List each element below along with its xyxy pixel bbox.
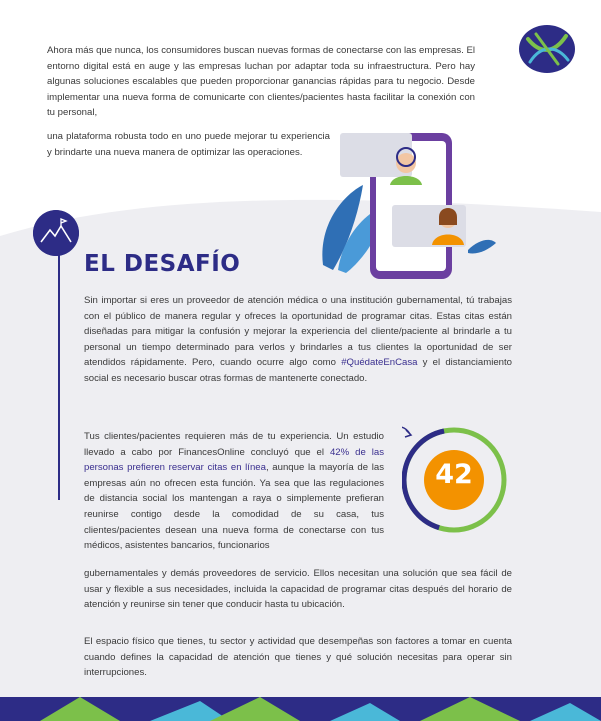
p2-text-before: Tus clientes/pacientes requieren más de tu experiencia. Un estudio llevado a cabo por FinancesOnline concluyó que el <box>84 431 384 458</box>
challenge-paragraph-3 <box>84 566 512 613</box>
p1-text-before: Sin importar si eres un proveedor de atención médica o una institución gubernamental, tú trabajas con el público de manera regular y ofreces la oportunidad de programar citas. Estas citas están diseñadas para mitigar la confusión y mejorar la experiencia del cliente/paciente al brindarle a tu personal un tiempo determinado para verlos y brindarles a tus clientes la oportunidad de ser atendidos rápidamente. Pero, cuando ocurre algo como <box>84 295 512 369</box>
p2-text-after: , aunque la mayoría de las empresas aún no ofrecen esta función. Ya sea que las regulaciones de distancia social los mantengan a raya o simplemente prefieran reunirse contigo desde la comodidad de su casa, tus clientes/pacientes desean una nueva forma de conectarse con tus médicos, asistentes bancarios, funcionarios <box>84 462 384 552</box>
phone-illustration <box>318 125 498 280</box>
stat-highlight: 42% de las personas prefieren reservar citas en línea <box>84 446 384 474</box>
mountain-flag-icon <box>33 210 79 256</box>
section-title: EL DESAFÍO <box>84 251 241 277</box>
intro-paragraph <box>47 43 475 121</box>
section-vertical-line <box>58 250 60 500</box>
footer-decoration <box>0 697 601 721</box>
logo-icon <box>518 24 576 74</box>
challenge-paragraph-2 <box>84 429 384 554</box>
intro-paragraph-2 <box>47 129 330 160</box>
p3-text: gubernamentales y demás proveedores de servicio. Ellos necesitan una solución que sea fácil de usar y flexible a sus necesidades, incluida la capacidad de programar citas después del horario de atención y reunirse sin tener que conducir hasta tu ubicación. <box>84 568 512 611</box>
p1-text-after: y el distanciamiento social es necesario buscar otras formas de mantenerte conectado. <box>84 357 513 384</box>
challenge-paragraph-1 <box>84 293 512 387</box>
hashtag-link[interactable]: #QuédateEnCasa <box>341 357 418 369</box>
stat-value: 42 <box>435 459 473 490</box>
challenge-paragraph-4 <box>84 634 512 681</box>
intro-text-1: Ahora más que nunca, los consumidores buscan nuevas formas de conectarse con las empresas. El entorno digital está en auge y las empresas luchan por adaptar toda su infraestructura. Pero hay algunas soluciones escalables que pueden proporcionar ganancias rápidas para tu negocio. Desde implementar una nueva forma de comunicarte con clientes/pacientes hasta facilitar la conexión con tu personal, <box>47 45 475 119</box>
intro-text-2: una plataforma robusta todo en uno puede mejorar tu experiencia y brindarte una nueva manera de optimizar las operaciones. <box>47 131 330 158</box>
p4-text: El espacio físico que tienes, tu sector y actividad que desempeñas son factores a tomar en cuenta cuando defines la capacidad de atención que tienes y qué solución necesitas para operar sin interrupciones. <box>84 636 512 679</box>
